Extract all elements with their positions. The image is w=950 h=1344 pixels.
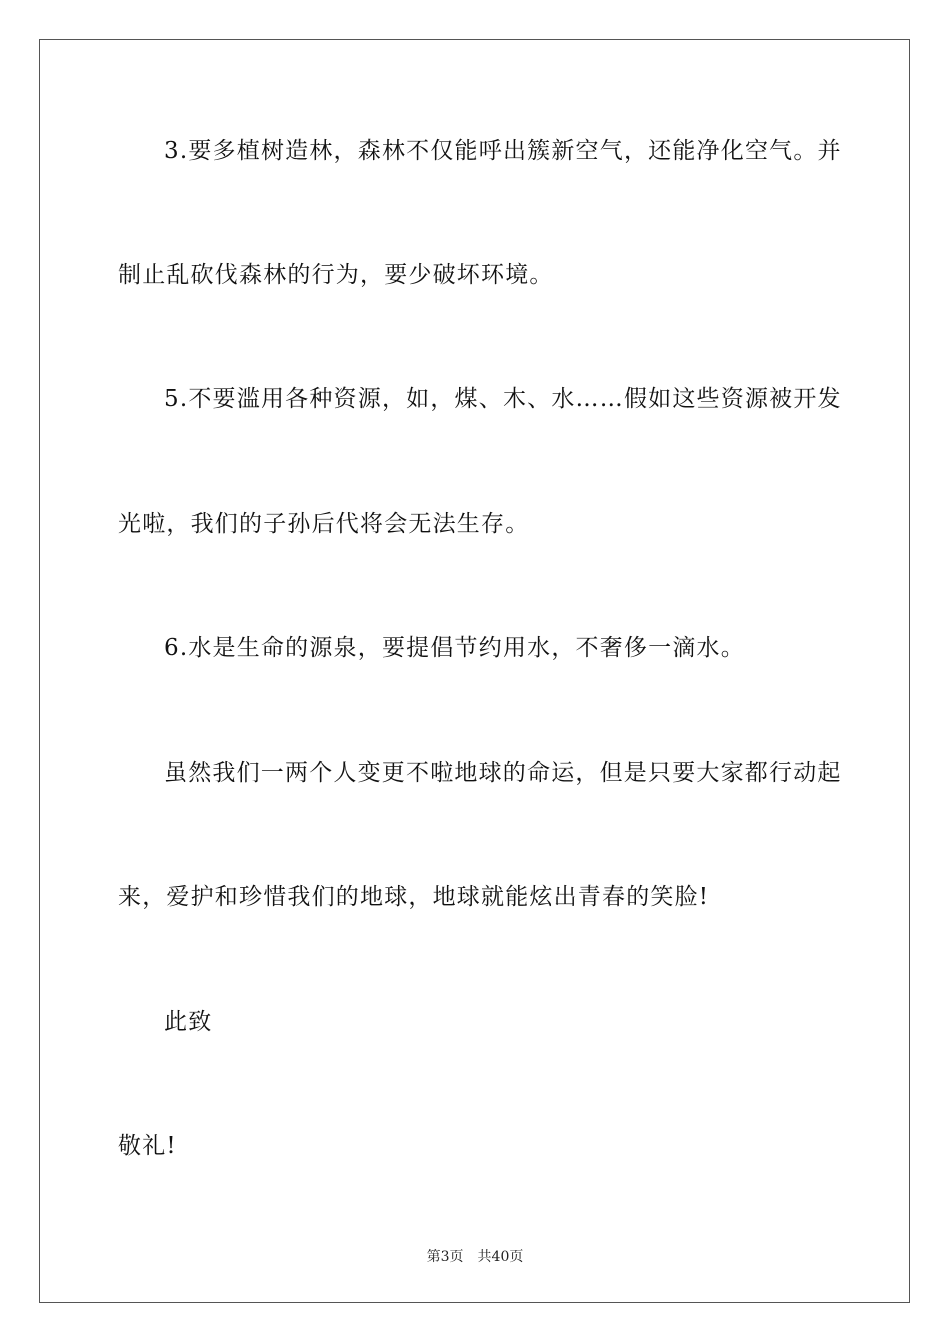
paragraph-line-7: 来，爱护和珍惜我们的地球，地球就能炫出青春的笑脸! bbox=[118, 884, 710, 910]
paragraph-line-3: 5.不要滥用各种资源，如，煤、木、水……假如这些资源被开发 bbox=[164, 386, 842, 412]
paragraph-line-4: 光啦，我们的子孙后代将会无法生存。 bbox=[118, 511, 530, 537]
page-frame bbox=[39, 39, 910, 1303]
paragraph-line-6: 虽然我们一两个人变更不啦地球的命运，但是只要大家都行动起 bbox=[164, 760, 842, 786]
page-number: 第3页 bbox=[426, 1249, 464, 1265]
paragraph-line-5: 6.水是生命的源泉，要提倡节约用水，不奢侈一滴水。 bbox=[164, 635, 745, 661]
paragraph-line-1: 3.要多植树造林，森林不仅能呼出簇新空气，还能净化空气。并 bbox=[164, 138, 842, 164]
closing-salutation: 此致 bbox=[164, 1009, 213, 1035]
page-footer bbox=[0, 1247, 950, 1267]
paragraph-line-2: 制止乱砍伐森林的行为，要少破坏环境。 bbox=[118, 262, 554, 288]
closing-regards: 敬礼! bbox=[118, 1133, 177, 1159]
page-total: 共40页 bbox=[477, 1249, 524, 1265]
